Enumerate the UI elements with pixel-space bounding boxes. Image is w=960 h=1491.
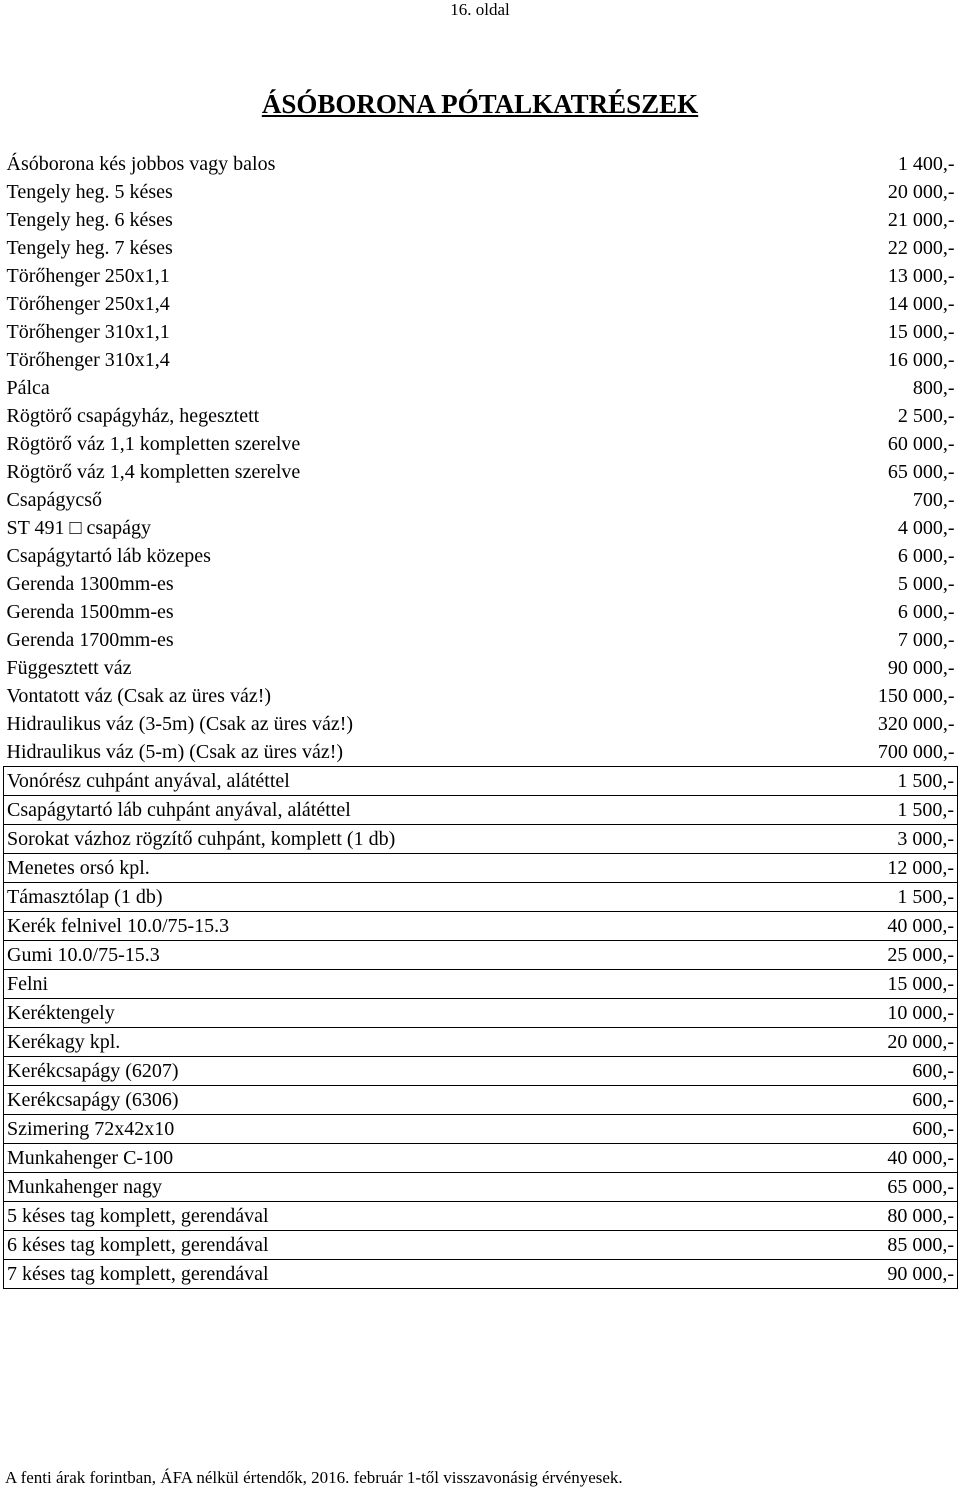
item-name: Sorokat vázhoz rögzítő cuhpánt, komplett (1 db) xyxy=(4,825,624,854)
item-price: 90 000,- xyxy=(887,657,955,679)
item-price: 25 000,- xyxy=(624,941,958,970)
item-name: Támasztólap (1 db) xyxy=(4,883,624,912)
table-row xyxy=(4,346,958,374)
item-price: 15 000,- xyxy=(624,970,958,999)
item-name: Rögtörő váz 1,1 kompletten szerelve xyxy=(6,433,301,455)
item-name: 5 késes tag komplett, gerendával xyxy=(4,1202,624,1231)
table-row xyxy=(4,825,958,854)
table-row xyxy=(4,941,958,970)
table-row xyxy=(4,1231,958,1260)
table-row xyxy=(4,999,958,1028)
table-row xyxy=(4,402,958,430)
table-row xyxy=(4,1202,958,1231)
item-price: 4 000,- xyxy=(897,517,955,539)
item-name: Tengely heg. 5 késes xyxy=(6,181,173,203)
item-name: Hidraulikus váz (5-m) (Csak az üres váz!) xyxy=(6,741,344,763)
item-price: 12 000,- xyxy=(624,854,958,883)
item-price: 1 500,- xyxy=(624,796,958,825)
table-row xyxy=(4,1173,958,1202)
item-price: 600,- xyxy=(624,1115,958,1144)
item-price: 1 400,- xyxy=(897,153,955,175)
table-row xyxy=(4,178,958,206)
item-name: Csapágycső xyxy=(6,489,103,511)
item-price: 1 500,- xyxy=(624,883,958,912)
item-price: 7 000,- xyxy=(897,629,955,651)
item-price: 5 000,- xyxy=(897,573,955,595)
item-price: 60 000,- xyxy=(887,433,955,455)
item-name: Rögtörő váz 1,4 kompletten szerelve xyxy=(6,461,301,483)
item-name: Gerenda 1500mm-es xyxy=(6,601,174,623)
item-name: Munkahenger C-100 xyxy=(4,1144,624,1173)
table-row xyxy=(4,1057,958,1086)
item-price: 600,- xyxy=(624,1086,958,1115)
item-name: Szimering 72x42x10 xyxy=(4,1115,624,1144)
item-name: Vonórész cuhpánt anyával, alátéttel xyxy=(4,767,624,796)
footer-note: A fenti árak forintban, ÁFA nélkül értendők, 2016. február 1-től visszavonásig érvényesek. xyxy=(5,1468,623,1487)
table-row xyxy=(4,598,958,626)
item-name: Keréktengely xyxy=(4,999,624,1028)
item-name: Kerékcsapágy (6207) xyxy=(4,1057,624,1086)
table-row xyxy=(4,542,958,570)
page-number: 16. oldal xyxy=(450,0,510,19)
item-price: 65 000,- xyxy=(624,1173,958,1202)
table-row xyxy=(4,514,958,542)
table-row xyxy=(4,654,958,682)
item-price: 6 000,- xyxy=(897,545,955,567)
table-row xyxy=(4,374,958,402)
price-table-body xyxy=(4,150,958,1289)
item-price: 40 000,- xyxy=(624,1144,958,1173)
item-price: 320 000,- xyxy=(877,713,955,735)
item-name: Gerenda 1700mm-es xyxy=(6,629,174,651)
item-price: 2 500,- xyxy=(897,405,955,427)
table-row xyxy=(4,150,958,178)
item-name: Ásóborona kés jobbos vagy balos xyxy=(6,153,276,175)
item-name: Függesztett váz xyxy=(6,657,132,679)
item-price: 40 000,- xyxy=(624,912,958,941)
item-price: 20 000,- xyxy=(624,1028,958,1057)
page-title: ÁSÓBORONA PÓTALKATRÉSZEK xyxy=(261,89,699,119)
item-name: Tengely heg. 7 késes xyxy=(6,237,173,259)
item-name: Kerék felnivel 10.0/75-15.3 xyxy=(4,912,624,941)
table-row xyxy=(4,262,958,290)
table-row xyxy=(4,206,958,234)
item-price: 13 000,- xyxy=(887,265,955,287)
item-name: Gerenda 1300mm-es xyxy=(6,573,174,595)
item-name: 6 késes tag komplett, gerendával xyxy=(4,1231,624,1260)
item-name: Törőhenger 250x1,4 xyxy=(6,293,170,315)
item-price: 700,- xyxy=(912,489,955,511)
table-row xyxy=(4,970,958,999)
item-price: 85 000,- xyxy=(624,1231,958,1260)
table-row xyxy=(4,290,958,318)
item-price: 700 000,- xyxy=(877,741,955,763)
item-price: 10 000,- xyxy=(624,999,958,1028)
item-name: Hidraulikus váz (3-5m) (Csak az üres váz!) xyxy=(6,713,354,735)
item-name: Kerékcsapágy (6306) xyxy=(4,1086,624,1115)
table-row xyxy=(4,912,958,941)
item-price: 80 000,- xyxy=(624,1202,958,1231)
item-name: Törőhenger 250x1,1 xyxy=(6,265,170,287)
item-name: Törőhenger 310x1,1 xyxy=(6,321,170,343)
item-name: Munkahenger nagy xyxy=(4,1173,624,1202)
table-row xyxy=(4,1260,958,1289)
item-price: 600,- xyxy=(624,1057,958,1086)
table-row xyxy=(4,626,958,654)
table-row xyxy=(4,854,958,883)
item-name: Gumi 10.0/75-15.3 xyxy=(4,941,624,970)
item-name: Vontatott váz (Csak az üres váz!) xyxy=(6,685,272,707)
price-table xyxy=(3,150,958,1289)
item-price: 14 000,- xyxy=(887,293,955,315)
item-name: Törőhenger 310x1,4 xyxy=(6,349,170,371)
item-name: Kerékagy kpl. xyxy=(4,1028,624,1057)
item-price: 6 000,- xyxy=(897,601,955,623)
table-row xyxy=(4,710,958,738)
item-price: 21 000,- xyxy=(887,209,955,231)
item-name: 7 késes tag komplett, gerendával xyxy=(4,1260,624,1289)
item-price: 20 000,- xyxy=(887,181,955,203)
table-row xyxy=(4,1144,958,1173)
item-price: 22 000,- xyxy=(887,237,955,259)
table-row xyxy=(4,486,958,514)
item-name: Felni xyxy=(4,970,624,999)
item-name: Menetes orsó kpl. xyxy=(4,854,624,883)
table-row xyxy=(4,738,958,767)
item-name: Rögtörő csapágyház, hegesztett xyxy=(6,405,260,427)
item-price: 65 000,- xyxy=(887,461,955,483)
item-price: 150 000,- xyxy=(877,685,955,707)
item-price: 800,- xyxy=(912,377,955,399)
item-price: 1 500,- xyxy=(624,767,958,796)
item-name: Csapágytartó láb cuhpánt anyával, alátéttel xyxy=(4,796,624,825)
table-row xyxy=(4,1028,958,1057)
table-row xyxy=(4,458,958,486)
table-row xyxy=(4,682,958,710)
item-price: 15 000,- xyxy=(887,321,955,343)
table-row xyxy=(4,318,958,346)
item-price: 3 000,- xyxy=(624,825,958,854)
item-price: 90 000,- xyxy=(624,1260,958,1289)
table-row xyxy=(4,1086,958,1115)
table-row xyxy=(4,883,958,912)
table-row xyxy=(4,430,958,458)
table-row xyxy=(4,570,958,598)
item-name: Pálca xyxy=(6,377,50,399)
table-row xyxy=(4,796,958,825)
item-name: Tengely heg. 6 késes xyxy=(6,209,173,231)
item-price: 16 000,- xyxy=(887,349,955,371)
table-row xyxy=(4,767,958,796)
table-row xyxy=(4,1115,958,1144)
table-row xyxy=(4,234,958,262)
item-name: ST 491 □ csapágy xyxy=(6,517,151,539)
item-name: Csapágytartó láb közepes xyxy=(6,545,211,567)
